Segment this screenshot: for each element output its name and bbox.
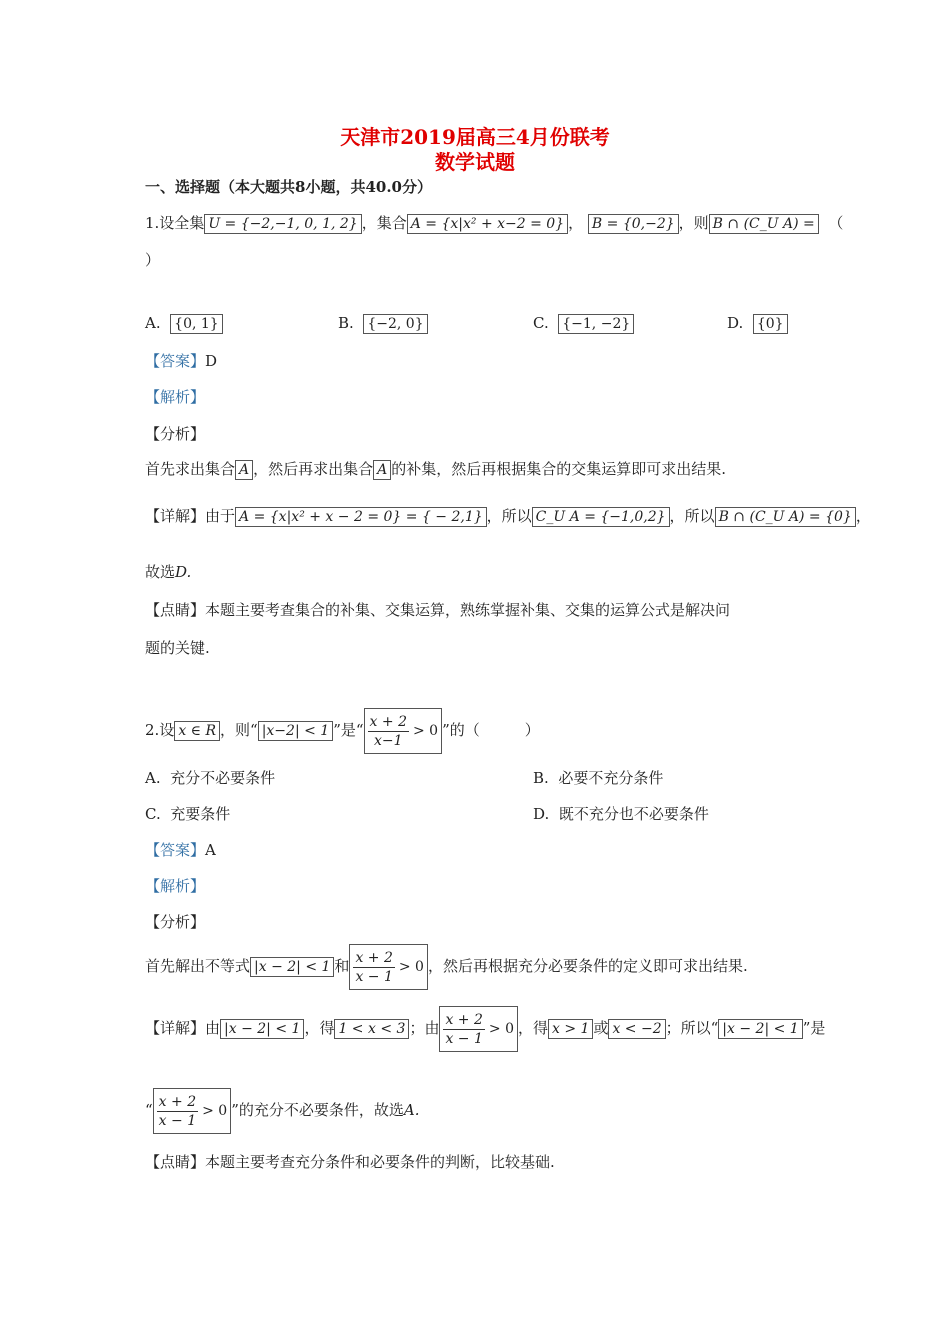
q2-analysis-tag: 【解析】	[145, 877, 206, 895]
q1-option-b-value: {−2, 0}	[363, 314, 427, 334]
q2-option-a-value: 充分不必要条件	[170, 769, 276, 787]
section-heading: 一、选择题（本大题共8小题，共40.0分）	[145, 178, 432, 196]
q1-analysis-tag: 【解析】	[145, 388, 206, 406]
q1-detail-m3: B ∩ (C_U A) = {0}	[715, 507, 856, 527]
q2-option-a-letter: A.	[145, 769, 161, 787]
q1-stem	[145, 213, 843, 234]
q1-option-c	[533, 313, 634, 334]
q1-option-d-value: {0}	[753, 314, 788, 334]
q2-stem-t2: ”是“	[333, 721, 364, 739]
q1-option-d	[727, 313, 788, 334]
q2-fenxi-den: x − 1	[355, 968, 393, 985]
q1-answer-tag: 【答案】	[145, 352, 206, 370]
q1-paren-close: ）	[145, 251, 161, 269]
q2-option-b-letter: B.	[533, 769, 549, 787]
q1-detail-tag: 【详解】	[145, 507, 206, 525]
q2-d-t4: ，得	[517, 1019, 548, 1037]
q1-detail-m2: C_U A = {−1,0,2}	[532, 507, 670, 527]
q2-stem-fraction	[364, 708, 443, 754]
q1-dianjing	[145, 600, 730, 620]
q2-fenxi-text2: 和	[334, 957, 350, 975]
q2-frac-num: x + 2	[369, 713, 407, 730]
q2-stem	[145, 708, 540, 754]
q1-option-a-letter: A.	[145, 314, 161, 332]
q2-fenxi-num: x + 2	[355, 949, 393, 966]
q1-fenxi-text2: ，然后再求出集合	[253, 460, 374, 478]
q1-stem-prefix: 1.设全集	[145, 214, 205, 232]
q2-d-t7: ”是	[802, 1019, 826, 1037]
q1-set-a: A = {x|x² + x−2 = 0}	[407, 214, 568, 234]
q1-set-b: B = {0,−2}	[588, 214, 679, 234]
q2-detail	[145, 1006, 825, 1052]
q2-d-rel: > 0	[488, 1021, 514, 1037]
q2-stem-t1: ，则“	[220, 721, 258, 739]
q2-d-den: x − 1	[445, 1030, 483, 1047]
q2-fenxi	[145, 944, 748, 990]
q1-detail-text4: ，	[855, 507, 871, 525]
q2-d-m1: |x − 2| < 1	[220, 1019, 304, 1039]
q2-l2-t1: “	[145, 1101, 153, 1119]
q1-fenxi-text1: 首先求出集合	[145, 460, 236, 478]
q2-fenxi-text3: ，然后再根据充分必要条件的定义即可求出结果.	[427, 957, 748, 975]
q1-paren-open: （	[828, 214, 844, 232]
q2-detail-line2	[145, 1088, 419, 1134]
q2-d-t2: ，得	[304, 1019, 335, 1037]
q1-detail-text2: ，所以	[486, 507, 532, 525]
q2-d-m3: x > 1	[548, 1019, 593, 1039]
q1-fenxi-a1: A	[235, 460, 253, 480]
q1-answer	[145, 351, 217, 371]
q1-expr: B ∩ (C_U A) =	[709, 214, 819, 234]
q2-option-d	[533, 804, 709, 824]
q2-l2-fraction	[153, 1088, 232, 1134]
q2-d-m2: 1 < x < 3	[334, 1019, 409, 1039]
q2-l2-den: x − 1	[158, 1112, 197, 1129]
q1-dianjing-line1: 本题主要考查集合的补集、交集运算，熟练掌握补集、交集的运算公式是解决问	[205, 601, 731, 619]
q1-answer-value: D	[205, 352, 218, 370]
q1-option-b-letter: B.	[338, 314, 354, 332]
q2-option-d-letter: D.	[533, 805, 550, 823]
q2-stem-prefix: 2.设	[145, 721, 175, 739]
q2-fenxi-fraction	[349, 944, 428, 990]
q2-option-a	[145, 768, 275, 788]
q2-dianjing-text: 本题主要考查充分条件和必要条件的判断，比较基础.	[205, 1153, 555, 1171]
q1-conclusion-text: 故选	[145, 563, 176, 581]
q1-set-u: U = {−2,−1, 0, 1, 2}	[204, 214, 361, 234]
page-subtitle: 数学试题	[435, 150, 515, 174]
q2-l2-t2: ”的充分不必要条件，故选	[231, 1101, 404, 1119]
q2-detail-fraction	[439, 1006, 518, 1052]
page-title: 天津市2019届高三4月份联考	[340, 125, 610, 149]
q1-detail-m1: A = {x|x² + x − 2 = 0} = { − 2,1}	[235, 507, 487, 527]
q2-answer-tag: 【答案】	[145, 841, 206, 859]
q1-dianjing-tag: 【点睛】	[145, 601, 206, 619]
q2-d-t5: 或	[593, 1019, 609, 1037]
q1-conclusion-letter: D.	[175, 563, 192, 581]
q2-stem-t3: ”的（ ）	[442, 721, 540, 739]
q1-fenxi-a2: A	[373, 460, 391, 480]
q1-fenxi-text3: 的补集，然后再根据集合的交集运算即可求出结果.	[391, 460, 727, 478]
q2-d-t1: 由	[205, 1019, 221, 1037]
q2-m-xr: x ∈ R	[174, 721, 220, 741]
q2-fenxi-m1: |x − 2| < 1	[250, 957, 334, 977]
q2-l2-num: x + 2	[158, 1093, 197, 1110]
q1-dianjing-line2: 题的关键.	[145, 639, 210, 657]
q1-fenxi-tag: 【分析】	[145, 425, 206, 443]
q2-d-t6: ；所以“	[665, 1019, 719, 1037]
q2-d-t3: ；由	[409, 1019, 440, 1037]
q1-stem-mid1: ，集合	[361, 214, 407, 232]
q1-sep: ，	[568, 214, 584, 232]
q2-option-b-value: 必要不充分条件	[558, 769, 664, 787]
q1-option-d-letter: D.	[727, 314, 744, 332]
q2-d-m5: |x − 2| < 1	[718, 1019, 802, 1039]
q2-l2-rel: > 0	[202, 1103, 228, 1119]
q1-option-c-value: {−1, −2}	[558, 314, 634, 334]
q2-option-d-value: 既不充分也不必要条件	[558, 805, 709, 823]
q2-dianjing-tag: 【点睛】	[145, 1153, 206, 1171]
q2-d-num: x + 2	[445, 1011, 483, 1028]
q2-frac-rel: > 0	[412, 723, 439, 739]
q2-option-c-value: 充要条件	[170, 805, 231, 823]
q1-option-c-letter: C.	[533, 314, 549, 332]
q1-fenxi	[145, 459, 726, 480]
q2-detail-tag: 【详解】	[145, 1019, 206, 1037]
q2-answer	[145, 840, 216, 860]
q2-l2-letter: A.	[403, 1101, 420, 1119]
q1-option-a-value: {0, 1}	[170, 314, 223, 334]
q2-fenxi-text1: 首先解出不等式	[145, 957, 251, 975]
q1-detail-text3: ，所以	[669, 507, 715, 525]
q2-fenxi-rel: > 0	[398, 959, 424, 975]
q2-frac-den: x−1	[373, 732, 403, 749]
q2-m-abs: |x−2| < 1	[258, 721, 334, 741]
q2-option-c-letter: C.	[145, 805, 161, 823]
q1-option-a	[145, 313, 223, 334]
q2-answer-value: A	[205, 841, 216, 859]
q2-d-m4: x < −2	[608, 1019, 665, 1039]
q2-option-c	[145, 804, 230, 824]
q1-conclusion	[145, 562, 191, 582]
q1-stem-mid2: ，则	[678, 214, 709, 232]
q1-option-b	[338, 313, 428, 334]
q1-detail-text1: 由于	[205, 507, 236, 525]
q2-option-b	[533, 768, 663, 788]
q2-fenxi-tag: 【分析】	[145, 913, 206, 931]
q1-detail	[145, 506, 871, 527]
q2-dianjing	[145, 1152, 555, 1172]
